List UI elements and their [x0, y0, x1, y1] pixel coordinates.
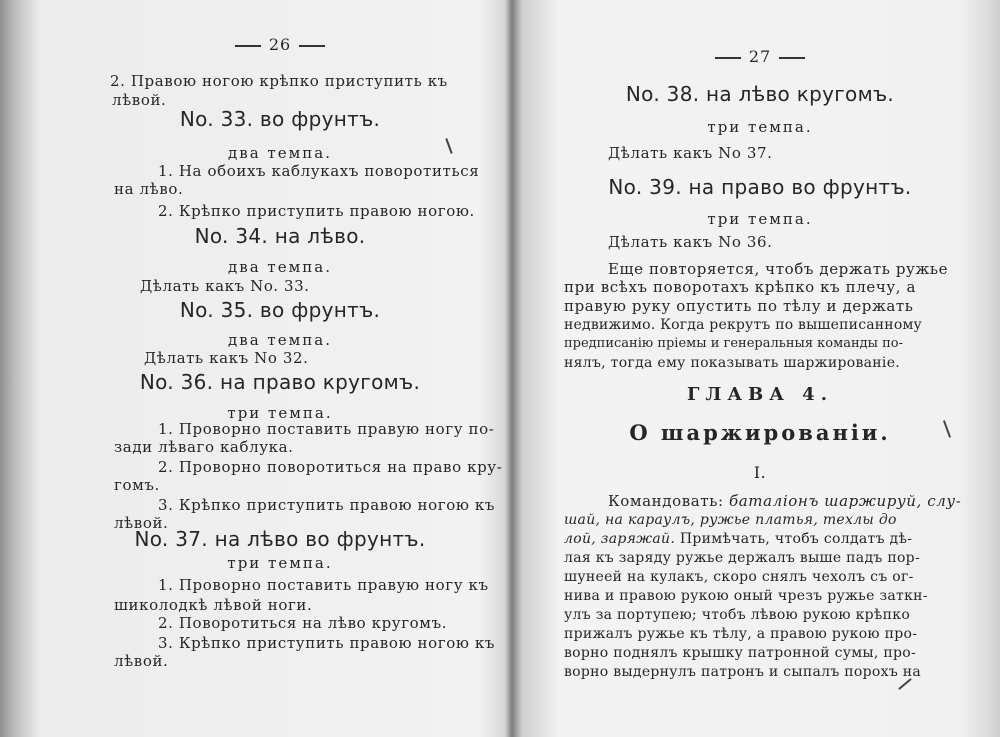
command-label: Командовать:	[608, 492, 724, 510]
section-heading: No. 38. на лѣво кругомъ.	[625, 82, 895, 106]
text-line: зади лѣваго каблука.	[114, 438, 294, 456]
tempo-subheading: три темпа.	[707, 118, 813, 136]
page-number: 27	[560, 48, 960, 66]
text-line	[608, 492, 961, 510]
text-line: Еще повторяется, чтобъ держать ружье	[608, 260, 949, 278]
command-text: шай, на караулъ, ружье платья, техлы до	[564, 512, 897, 528]
text-line: 1. Проворно поставить правую ногу по-	[158, 420, 495, 438]
chapter-title: О шаржированіи.	[629, 420, 891, 445]
tempo-subheading: два темпа.	[228, 144, 332, 162]
tempo-subheading: два темпа.	[228, 258, 332, 276]
text-line: лая къ заряду ружье держалъ выше падъ пор-	[564, 550, 920, 566]
text-line: ворно поднялъ крышку патронной сумы, про-	[564, 645, 917, 661]
section-number: I.	[753, 463, 767, 482]
text-line: шиколодкѣ лѣвой ноги.	[114, 596, 313, 614]
text-line: Дѣлать какъ No 36.	[608, 233, 773, 251]
right-page	[560, 0, 960, 737]
text-line: на лѣво.	[114, 180, 184, 198]
command-text: лой, заряжай.	[564, 531, 676, 547]
text-line: ворно выдернулъ патронъ и сыпалъ порохъ на	[564, 664, 922, 680]
text-line: 2. Проворно поворотиться на право кру-	[158, 458, 503, 476]
section-heading: No. 39. на право во фрунтъ.	[608, 175, 912, 199]
section-heading: No. 36. на право кругомъ.	[139, 370, 421, 394]
dash-ornament	[715, 57, 741, 59]
chapter-heading: ГЛАВА 4.	[687, 384, 833, 405]
tempo-subheading: три темпа.	[227, 404, 333, 422]
dash-ornament	[299, 45, 325, 47]
text-line: правую руку опустить по тѣлу и держать	[564, 297, 914, 315]
text-line: лѣвой.	[114, 514, 169, 532]
text-line: 1. Проворно поставить правую ногу къ	[158, 576, 489, 594]
text-line: гомъ.	[114, 476, 160, 494]
text-line: 2. Крѣпко приступить правою ногою.	[158, 202, 475, 220]
text-line: Дѣлать какъ No 32.	[144, 349, 309, 367]
text-line: 2. Поворотиться на лѣво кругомъ.	[158, 614, 448, 632]
text-line: Дѣлать какъ No. 33.	[140, 277, 310, 295]
text-line: Дѣлать какъ No 37.	[608, 144, 773, 162]
left-page	[60, 0, 503, 737]
text-line: шунеей на кулакъ, скоро снялъ чехолъ съ ог-	[564, 569, 914, 585]
text-line: при всѣхъ поворотахъ крѣпко къ плечу, а	[564, 278, 917, 296]
text-line: 1. На обоихъ каблукахъ поворотиться	[158, 162, 480, 180]
text-line: предписанію пріемы и генеральныя команды по-	[564, 336, 904, 351]
text-line: недвижимо. Когда рекрутъ по вышеписанному	[564, 317, 922, 333]
page-number: 26	[60, 36, 500, 54]
section-heading: No. 34. на лѣво.	[194, 224, 366, 248]
dash-ornament	[779, 57, 805, 59]
text-line: нялъ, тогда ему показывать шаржированіе.	[564, 355, 901, 371]
section-heading: No. 37. на лѣво во фрунтъ.	[134, 527, 426, 551]
note-text: Примѣчать, чтобъ солдатъ дѣ-	[679, 531, 913, 547]
text-line	[564, 530, 912, 548]
dash-ornament	[235, 45, 261, 47]
text-line: нива и правою рукою оный чрезъ ружье заткн-	[564, 588, 928, 604]
section-heading: No. 33. во фрунтъ.	[179, 107, 381, 131]
command-text: баталіонъ шаржируй, слу-	[729, 492, 962, 510]
text-line: 2. Правою ногою крѣпко приступить къ	[110, 72, 448, 90]
text-line: 3. Крѣпко приступить правою ногою къ	[158, 496, 495, 514]
text-line: 3. Крѣпко приступить правою ногою къ	[158, 634, 495, 652]
tempo-subheading: два темпа.	[228, 331, 332, 349]
tempo-subheading: три темпа.	[707, 210, 813, 228]
tempo-subheading: три темпа.	[227, 554, 333, 572]
section-heading: No. 35. во фрунтъ.	[179, 298, 381, 322]
text-line: лѣвой.	[112, 91, 167, 109]
text-line: лѣвой.	[114, 652, 169, 670]
text-line: улъ за портупею; чтобъ лѣвою рукою крѣпко	[564, 607, 911, 623]
text-line: прижалъ ружье къ тѣлу, а правою рукою про-	[564, 626, 918, 642]
